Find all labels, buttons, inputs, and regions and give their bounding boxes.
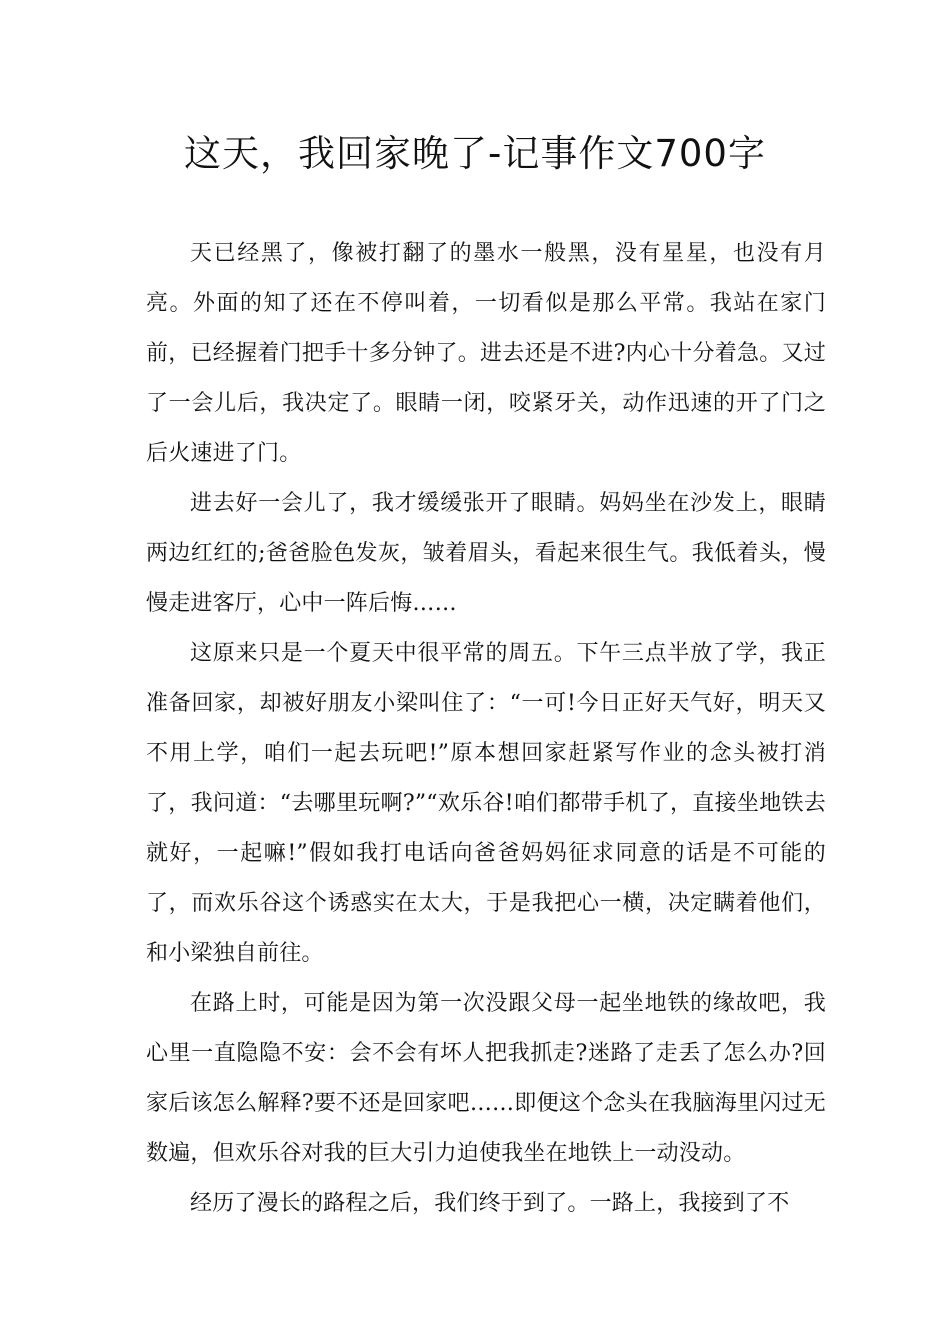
- paragraph-1: 天已经黑了，像被打翻了的墨水一般黑，没有星星，也没有月亮。外面的知了还在不停叫着，一切看似是那么平常。我站在家门前，已经握着门把手十多分钟了。进去还是不进?内心十分着急。又过了一会儿后，我决定了。眼睛一闭，咬紧牙关，动作迅速的开了门之后火速进了门。: [146, 241, 826, 466]
- paragraph-3: 这原来只是一个夏天中很平常的周五。下午三点半放了学，我正准备回家，却被好朋友小梁叫住了：“一可!今日正好天气好，明天又不用上学，咱们一起去玩吧!”原本想回家赶紧写作业的念头被打消了，我问道：“去哪里玩啊?”“欢乐谷!咱们都带手机了，直接坐地铁去就好，一起嘛!”假如我打电话向爸爸妈妈征求同意的话是不可能的了，而欢乐谷这个诱惑实在太大，于是我把心一横，决定瞒着他们，和小梁独自前往。: [146, 641, 826, 966]
- paragraph-2: 进去好一会儿了，我才缓缓张开了眼睛。妈妈坐在沙发上，眼睛两边红红的;爸爸脸色发灰，皱着眉头，看起来很生气。我低着头，慢慢走进客厅，心中一阵后悔……: [146, 491, 826, 616]
- document-body: [146, 229, 826, 1229]
- paragraph-5: 经历了漫长的路程之后，我们终于到了。一路上，我接到了不: [190, 1191, 790, 1216]
- paragraph-4: 在路上时，可能是因为第一次没跟父母一起坐地铁的缘故吧，我心里一直隐隐不安：会不会有坏人把我抓走?迷路了走丢了怎么办?回家后该怎么解释?要不还是回家吧……即便这个念头在我脑海里闪过无数遍，但欢乐谷对我的巨大引力迫使我坐在地铁上一动没动。: [146, 991, 826, 1166]
- document-title: 这天，我回家晚了-记事作文700字: [184, 132, 766, 175]
